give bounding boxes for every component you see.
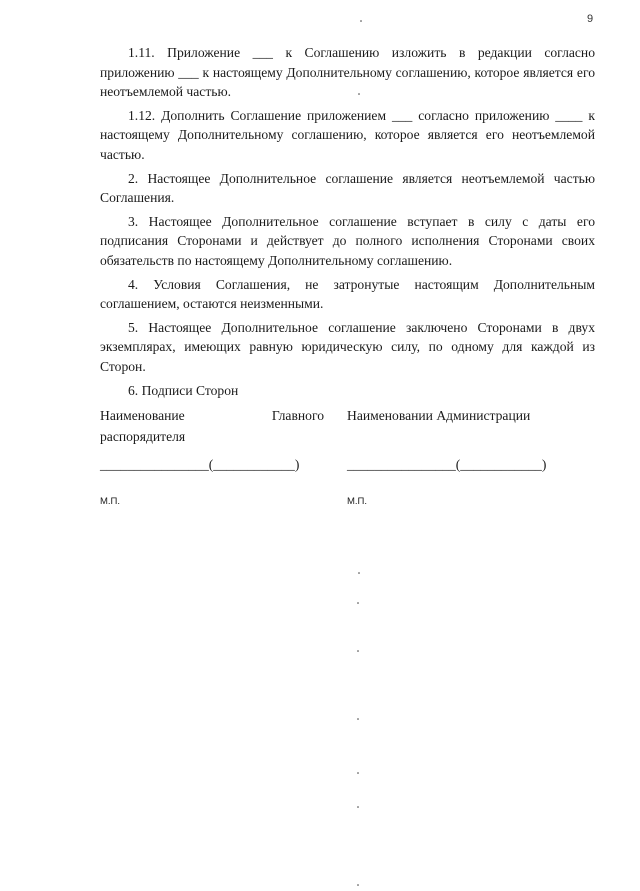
scan-speck: [357, 602, 359, 604]
paragraph-1-12: 1.12. Дополнить Соглашение приложением ___ согласно приложению ____ к настоящему Дополнительному соглашению, которое является его неотъемлемой частью.: [100, 107, 595, 162]
left-signature-line: ________________(____________): [100, 457, 300, 472]
left-party-title: [100, 405, 324, 426]
right-signature-line: ________________(____________): [347, 457, 547, 472]
document-body: [100, 43, 595, 404]
page-number: 9: [587, 13, 594, 25]
signature-left-party: [100, 405, 324, 507]
scan-speck: [358, 572, 360, 574]
paragraph-3: 3. Настоящее Дополнительное соглашение вступает в силу с даты его подписания Сторонами и действует до полного исполнения Сторонами своих обязательств по настоящему Дополнительному соглашению.: [100, 213, 595, 268]
right-stamp-label: М.П.: [347, 496, 368, 507]
paragraph-6-signatures-heading: 6. Подписи Сторон: [128, 382, 239, 398]
left-party-title-line2: распорядителя: [100, 429, 186, 444]
scan-speck: [357, 650, 359, 652]
scan-speck: [357, 884, 359, 886]
left-stamp-label: М.П.: [100, 496, 121, 507]
scan-speck: [360, 20, 362, 22]
scan-speck: [358, 93, 360, 95]
left-party-title-word2: Главного: [271, 408, 324, 423]
scan-speck: [357, 772, 359, 774]
paragraph-4: 4. Условия Соглашения, не затронутые настоящим Дополнительным соглашением, остаются неизменными.: [100, 276, 595, 312]
paragraph-2: 2. Настоящее Дополнительное соглашение является неотъемлемой частью Соглашения.: [100, 170, 595, 206]
scan-speck: [357, 806, 359, 808]
scan-speck: [357, 718, 359, 720]
paragraph-5: 5. Настоящее Дополнительное соглашение заключено Сторонами в двух экземплярах, имеющих равную юридическую силу, по одному для каждой из Сторон.: [100, 319, 595, 374]
paragraph-1-11: 1.11. Приложение ___ к Соглашению изложить в редакции согласно приложению ___ к настоящему Дополнительному соглашению, которое является его неотъемлемой частью.: [100, 45, 595, 100]
right-party-title: Наименовании Администрации: [347, 408, 531, 423]
signature-right-party: [347, 405, 595, 507]
left-party-title-word1: Наименование: [100, 408, 185, 423]
